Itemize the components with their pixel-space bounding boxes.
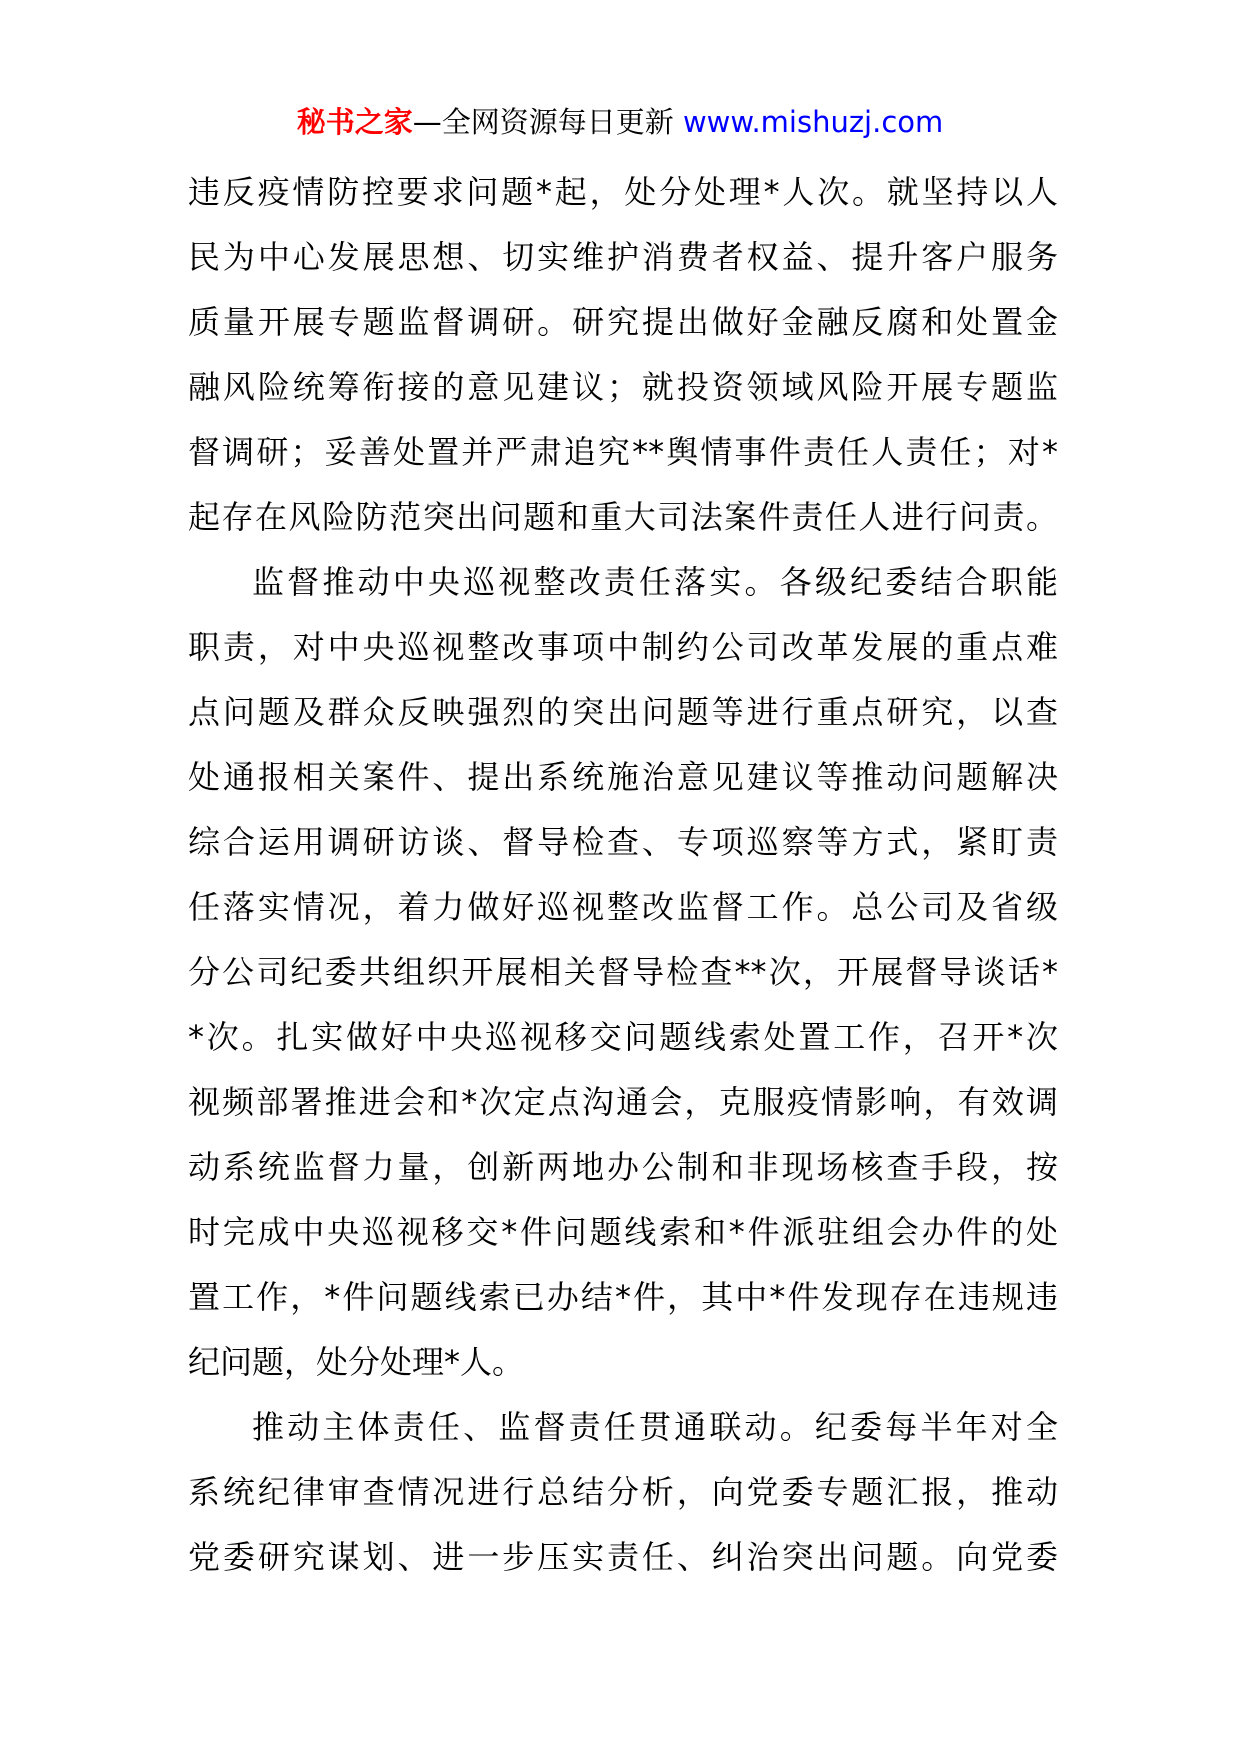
text-line: 质量开展专题监督调研。研究提出做好金融反腐和处置金 — [188, 303, 1058, 341]
text-line: 违反疫情防控要求问题*起，处分处理*人次。就坚持以人 — [188, 173, 1058, 211]
paragraph-start-line: 推动主体责任、监督责任贯通联动。纪委每半年对全 — [252, 1408, 1058, 1446]
document-body — [188, 160, 1058, 1590]
site-tagline: —全网资源每日更新 — [412, 105, 683, 139]
text-line: 分公司纪委共组织开展相关督导检查**次，开展督导谈话* — [188, 953, 1058, 991]
text-line: 处通报相关案件、提出系统施治意见建议等推动问题解决 — [188, 758, 1058, 796]
text-line: 职责，对中央巡视整改事项中制约公司改革发展的重点难 — [188, 628, 1058, 666]
text-line: *次。扎实做好中央巡视移交问题线索处置工作，召开*次 — [188, 1018, 1058, 1056]
text-line: 置工作，*件问题线索已办结*件，其中*件发现存在违规违 — [188, 1278, 1058, 1316]
site-brand: 秘书之家 — [296, 105, 413, 139]
text-line: 任落实情况，着力做好巡视整改监督工作。总公司及省级 — [188, 888, 1058, 926]
text-line: 党委研究谋划、进一步压实责任、纠治突出问题。向党委 — [188, 1538, 1058, 1576]
text-line: 动系统监督力量，创新两地办公制和非现场核查手段，按 — [188, 1148, 1058, 1186]
paragraph-start-line: 监督推动中央巡视整改责任落实。各级纪委结合职能 — [252, 563, 1058, 601]
site-url[interactable]: www.mishuzj.com — [682, 105, 944, 139]
text-line: 民为中心发展思想、切实维护消费者权益、提升客户服务 — [188, 238, 1058, 276]
paragraph-end-line: 纪问题，处分处理*人。 — [188, 1343, 525, 1381]
site-header — [0, 102, 1240, 142]
text-line: 系统纪律审查情况进行总结分析，向党委专题汇报，推动 — [188, 1473, 1058, 1511]
text-line: 督调研；妥善处置并严肃追究**舆情事件责任人责任；对* — [188, 433, 1058, 471]
text-line: 融风险统筹衔接的意见建议；就投资领域风险开展专题监 — [188, 368, 1058, 406]
text-line: 时完成中央巡视移交*件问题线索和*件派驻组会办件的处 — [188, 1213, 1058, 1251]
text-line: 点问题及群众反映强烈的突出问题等进行重点研究，以查 — [188, 693, 1058, 731]
text-line: 起存在风险防范突出问题和重大司法案件责任人进行问责。 — [188, 498, 1058, 536]
text-line: 视频部署推进会和*次定点沟通会，克服疫情影响，有效调 — [188, 1083, 1058, 1121]
text-line: 综合运用调研访谈、督导检查、专项巡察等方式，紧盯责 — [188, 823, 1058, 861]
